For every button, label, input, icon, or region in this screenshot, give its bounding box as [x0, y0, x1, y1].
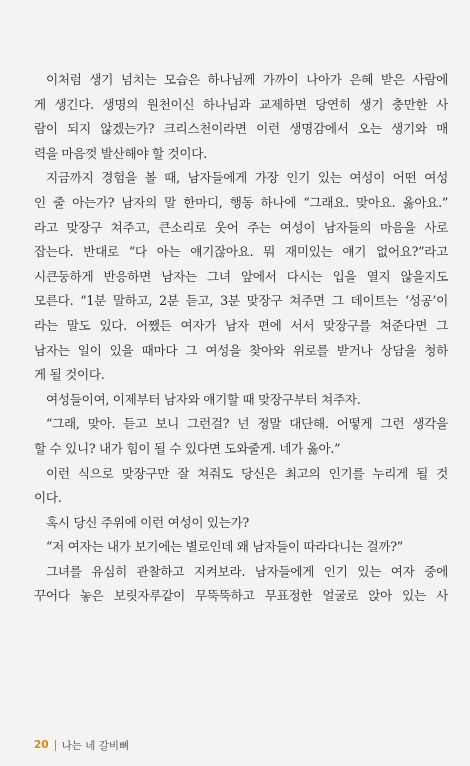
- running-title: 나는 네 갈비뼈: [61, 739, 130, 752]
- text-line: 게 될 것이다.: [34, 367, 105, 383]
- text-line: 지금까지 경험을 볼 때, 남자들에게 가장 인기 있는 여성이 어떤 여성: [46, 170, 448, 186]
- text-line: 력을 마음껏 발산해야 할 것이다.: [34, 145, 207, 161]
- text-line: 이런 식으로 맞장구만 잘 쳐줘도 당신은 최고의 인기를 누리게 될 것: [46, 465, 448, 481]
- page-footer: [34, 737, 129, 753]
- text-line: “그래, 맞아. 듣고 보니 그런걸? 넌 정말 대단해. 어떻게 그런 생각을: [46, 416, 448, 432]
- text-line: 인 줄 아는가? 남자의 말 한마디, 행동 하나에 “그래요. 맞아요. 옳아요.”: [34, 194, 448, 210]
- text-line: 이처럼 생기 넘치는 모습은 하나님께 가까이 나아가 은혜 받은 사람에: [46, 72, 448, 87]
- text-line: 모른다. “1분 말하고, 2분 듣고, 3분 맞장구 쳐주면 그 데이트는 ‘성공’이: [34, 293, 448, 309]
- text-line: 꾸어다 놓은 보릿자루같이 무뚝뚝하고 무표정한 얼굴로 앉아 있는 사: [34, 588, 448, 604]
- text-line: 할 수 있니? 내가 힘이 될 수 있다면 도와줄게. 네가 옳아.”: [34, 440, 341, 456]
- text-line: 잡는다. 반대로 “다 아는 얘기잖아요. 뭐 재미있는 얘기 없어요?”라고: [34, 244, 448, 260]
- text-line: 라고 맞장구 쳐주고, 큰소리로 웃어 주는 여성이 남자들의 마음을 사로: [34, 219, 448, 235]
- text-line: 이다.: [34, 490, 62, 506]
- text-line: 시큰둥하게 반응하면 남자는 그녀 앞에서 다시는 입을 열지 않을지도: [34, 268, 448, 284]
- text-line: 남자는 일이 있을 때마다 그 여성을 찾아와 위로를 받거나 상담을 청하: [34, 342, 448, 358]
- text-line: “저 여자는 내가 보기에는 별로인데 왜 남자들이 따라다니는 걸까?”: [46, 539, 403, 555]
- text-line: 여성들이여, 이제부터 남자와 얘기할 때 맞장구부터 쳐주자.: [46, 391, 361, 407]
- text-line: 그녀를 유심히 관찰하고 지켜보라. 남자들에게 인기 있는 여자 중에: [46, 563, 448, 579]
- text-line: 혹시 당신 주위에 이런 여성이 있는가?: [46, 514, 249, 530]
- text-line: 람이 되지 않겠는가? 크리스천이라면 이런 생명감에서 오는 생기와 매: [34, 121, 448, 137]
- page-number: 20: [34, 739, 49, 751]
- text-line: 게 생긴다. 생명의 원천이신 하나님과 교제하면 당연히 생기 충만한 사: [34, 96, 448, 112]
- footer-divider: [55, 740, 56, 751]
- body-text: [34, 68, 448, 609]
- text-line: 라는 말도 있다. 어쨌든 여자가 남자 편에 서서 맞장구를 쳐준다면 그: [34, 317, 448, 333]
